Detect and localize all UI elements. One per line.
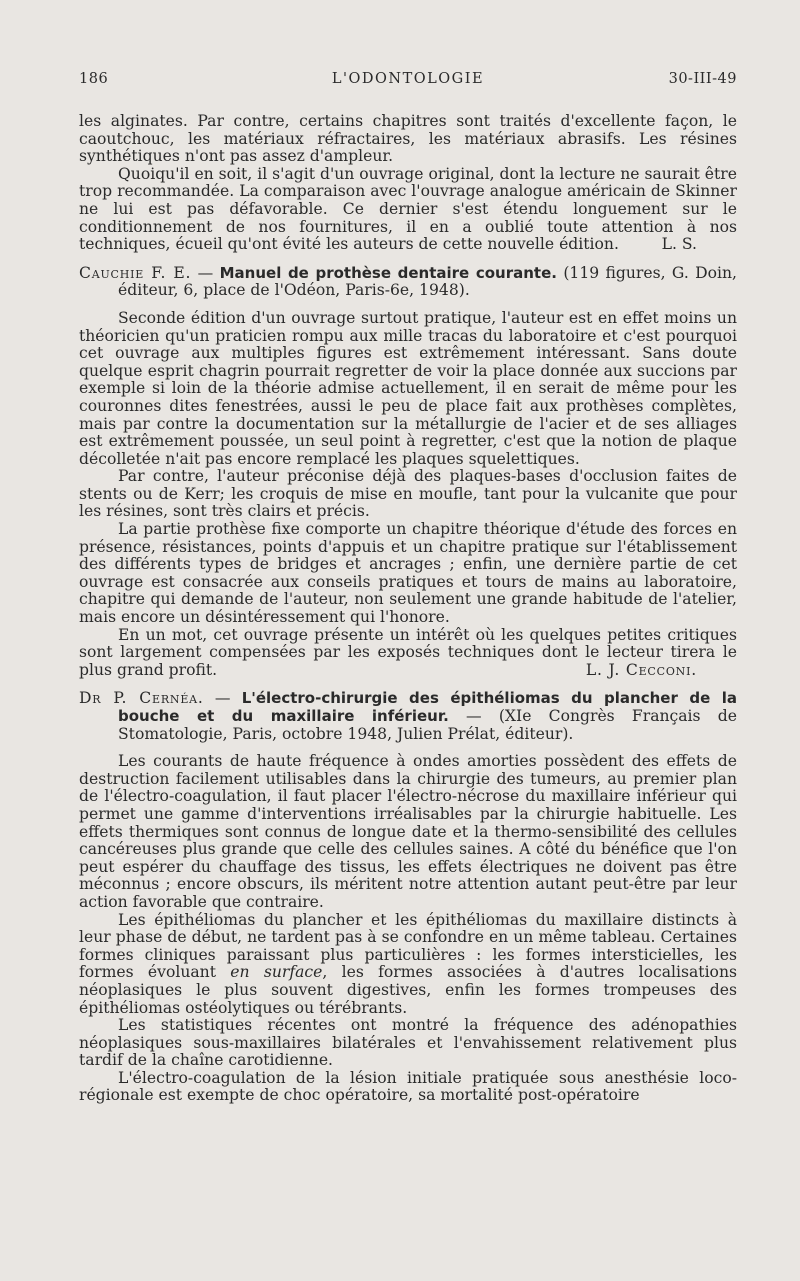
book-entry <box>79 690 737 743</box>
paragraph-text: Quoiqu'il en soit, il s'agit d'un ouvrage original, dont la lecture ne saurait être trop recommandée. La comparaison avec l'ouvrage analogue américain de Skinner ne lui est pas défavorable. Ce dernier s'est étendu longuement sur le conditionnement de nos fournitures, il en a oublié toute attention à nos techniques, écueil qu'ont évité les auteurs de cette nouvelle édition. <box>79 164 737 254</box>
book-entry <box>79 265 737 300</box>
paragraph: Par contre, l'auteur préconise déjà des plaques-bases d'occlusion faites de stents ou de Kerr; les croquis de mise en moufle, tant pour la vulcanite que pour les résines, sont très clairs et précis. <box>79 467 737 521</box>
paragraph: L'électro-coagulation de la lésion initiale pratiquée sous anesthésie loco-régionale est exempte de choc opératoire, sa mortalité post-opératoire <box>79 1068 737 1105</box>
paragraph: Les courants de haute fréquence à ondes amorties possèdent des effets de destruction facilement utilisables dans la chirurgie des tumeurs, au premier plan de l'électro-coagulation, il faut placer l'électro-nécrose du maxillaire inférieur qui permet une gamme d'interventions irréalisables par la chirurgie habituelle. Les effets thermiques sont connus de longue date et la thermo-sensibilité des cellules cancéreuses plus grande que celle des cellules saines. A côté du bénéfice que l'on peut espérer du chauffage des tissus, les effets électriques ne doivent pas être méconnus ; encore obscurs, ils méritent notre attention autant peut-être par leur action favorable que contraire. <box>79 752 737 911</box>
paragraph-text: , les formes associées à d'autres localisations néoplasiques le plus souvent digestives, enfin les formes trompeuses des épithéliomas ostéolytiques ou térébrants. <box>79 963 737 1017</box>
article-body <box>79 113 737 1105</box>
emphasis-text: en surface <box>230 963 323 982</box>
paragraph: Les statistiques récentes ont montré la fréquence des adénopathies néoplasiques sous-maxillaires bilatérales et l'envahissement relativement plus tardif de la chaîne carotidienne. <box>79 1016 737 1070</box>
review-signature: L. S. <box>661 235 697 254</box>
page-number: 186 <box>79 71 109 87</box>
page-header <box>79 71 737 93</box>
paragraph: En un mot, cet ouvrage présente un intérêt où les quelques petites critiques sont largement compensées par les exposés techniques dont le lecteur tirera le plus grand profit. <box>79 625 737 679</box>
paragraph: Seconde édition d'un ouvrage surtout pratique, l'auteur est en effet moins un théoricien qu'un praticien rompu aux mille tracas du laboratoire et c'est pourquoi cet ouvrage aux multiples figures est extrêmement intéressant. Sans doute quelque esprit chagrin pourrait regretter de voir la place donnée aux succions par exemple si loin de la théorie admise actuellement, il en serait de même pour les couronnes dites fenestrées, aussi le peu de place fait aux prothèses complètes, mais par contre la documentation sur la métallurgie de l'acier et de ses alliages est extrêmement poussée, un seul point à regretter, c'est que la notion de plaque décolletée n'ait pas encore remplacé les plaques squelettiques. <box>79 308 737 468</box>
entry-title: L'électro-chirurgie des épithéliomas du plancher de la bouche et du maxillaire inférieur. <box>118 689 737 725</box>
entry-title: Manuel de prothèse dentaire courante. <box>219 263 557 282</box>
entry-dash: — <box>203 689 242 708</box>
entry-details: — (XIe Congrès Français de Stomatologie, Paris, octobre 1948, Julien Prélat, éditeur). <box>118 707 737 743</box>
issue-date: 30-III-49 <box>668 71 737 87</box>
paragraph: les alginates. Par contre, certains chapitres sont traités d'excellente façon, le caoutchouc, les matériaux réfractaires, les matériaux abrasifs. Les résines synthétiques n'ont pas assez d'ampleur. <box>79 112 737 166</box>
journal-title: L'ODONTOLOGIE <box>331 71 485 87</box>
entry-author: Cauchie F. E. <box>79 263 192 282</box>
paragraph-text: Les épithéliomas du plancher et les épithéliomas du maxillaire distincts à leur phase de début, ne tardent pas à se confondre en un même tableau. Certaines formes cliniques paraissant plus particulières : les formes intersticielles, les formes évoluant <box>79 910 737 982</box>
paragraph: La partie prothèse fixe comporte un chapitre théorique d'étude des forces en présence, résistances, points d'appuis et un chapitre pratique sur l'établissement des différents types de bridges et ancrages ; enfin, une dernière partie de cet ouvrage est consacrée aux conseils pratiques et tours de mains au laboratoire, chapitre qui demande de l'auteur, non seulement une grande habitude de l'atelier, mais encore un désintéressement qui l'honore. <box>79 520 737 627</box>
paragraph <box>79 912 737 1018</box>
signature-text: L. J. Cecconi. <box>585 660 697 679</box>
entry-details: (119 figures, G. Doin, éditeur, 6, place de l'Odéon, Paris-6e, 1948). <box>118 263 738 300</box>
entry-author: Dr P. Cernéa. <box>79 689 204 708</box>
entry-dash: — <box>191 263 220 282</box>
